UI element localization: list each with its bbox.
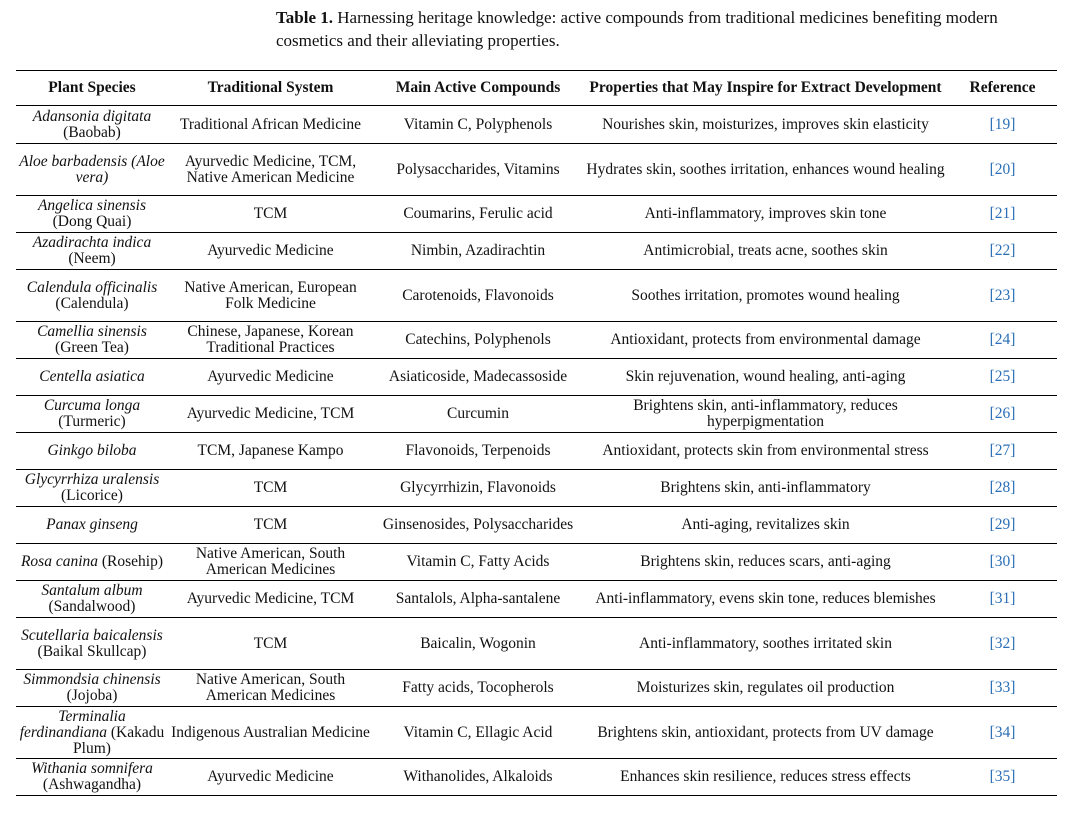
traditional-system-cell: TCM, Japanese Kampo (197, 442, 344, 459)
plant-species-cell (16, 270, 168, 322)
properties-cell: Antioxidant, protects skin from environmental stress (602, 442, 929, 459)
active-compounds-cell: Curcumin (447, 405, 509, 422)
table-body (16, 106, 1057, 796)
table-row (16, 470, 1057, 507)
reference-cell (948, 544, 1057, 581)
active-compounds-cell: Santalols, Alpha-santalene (395, 590, 561, 607)
active-compounds-cell: Fatty acids, Tocopherols (402, 679, 554, 696)
reference-link[interactable]: [21] (989, 205, 1016, 222)
plant-common-name: (Kakadu Plum) (73, 723, 165, 757)
active-compounds-cell: Nimbin, Azadirachtin (410, 242, 546, 259)
reference-cell (948, 759, 1057, 796)
reference-link[interactable]: [29] (989, 516, 1016, 533)
plant-common-name: (Neem) (68, 250, 116, 267)
reference-link[interactable]: [31] (989, 590, 1016, 607)
plant-common-name: (Calendula) (55, 294, 129, 312)
traditional-system-cell: TCM (253, 634, 288, 652)
properties-cell: Antioxidant, protects from environmental damage (610, 331, 921, 348)
active-compounds-cell: Withanolides, Alkaloids (403, 768, 553, 785)
plant-common-name: (Baikal Skullcap) (37, 642, 147, 660)
plant-species-name: Rosa canina (20, 553, 99, 570)
compounds-table (16, 70, 1057, 796)
reference-link[interactable]: [32] (989, 634, 1016, 652)
reference-cell (948, 233, 1057, 270)
plant-species-name: Glycyrrhiza uralensis (24, 471, 160, 488)
reference-link[interactable]: [27] (989, 442, 1016, 459)
reference-cell (948, 359, 1057, 396)
table-row (16, 196, 1057, 233)
reference-cell (948, 144, 1057, 196)
active-compounds-cell: Vitamin C, Ellagic Acid (403, 723, 553, 741)
table-caption-text: Harnessing heritage knowledge: active compounds from traditional medicines benefiting modern cosmetics and their alleviating properties. (276, 8, 998, 50)
traditional-system-cell: TCM (253, 205, 288, 222)
properties-cell: Brightens skin, anti-inflammatory (660, 479, 871, 496)
traditional-system-cell: Ayurvedic Medicine, TCM, Native American Medicine (184, 152, 357, 186)
traditional-system-cell: Traditional African Medicine (179, 115, 362, 133)
reference-link[interactable]: [33] (989, 679, 1016, 696)
plant-species-cell (16, 759, 168, 796)
plant-species-cell (16, 433, 168, 470)
plant-common-name: (Dong Quai) (52, 213, 132, 230)
reference-link[interactable]: [30] (989, 553, 1016, 570)
plant-species-cell (16, 359, 168, 396)
reference-link[interactable]: [22] (989, 242, 1016, 259)
active-compounds-cell: Asiaticoside, Madecassoside (388, 368, 568, 385)
active-compounds-cell: Glycyrrhizin, Flavonoids (400, 479, 556, 496)
traditional-system-cell: Ayurvedic Medicine, TCM (186, 405, 355, 422)
table-row (16, 322, 1057, 359)
plant-species-name: Panax ginseng (46, 516, 138, 533)
reference-cell (948, 196, 1057, 233)
table-row (16, 144, 1057, 196)
properties-cell: Nourishes skin, moisturizes, improves skin elasticity (602, 115, 929, 133)
plant-species-cell (16, 544, 168, 581)
plant-species-cell (16, 106, 168, 144)
reference-link[interactable]: [24] (989, 331, 1016, 348)
reference-cell (948, 106, 1057, 144)
plant-species-name: Angelica sinensis (37, 197, 147, 214)
reference-link[interactable]: [19] (989, 115, 1016, 133)
plant-species-cell (16, 396, 168, 433)
reference-cell (948, 618, 1057, 670)
plant-species-name: Santalum album (41, 582, 143, 599)
table-row (16, 544, 1057, 581)
plant-common-name: (Ashwagandha) (42, 776, 142, 793)
plant-species-cell (16, 581, 168, 618)
active-compounds-cell: Catechins, Polyphenols (405, 331, 551, 348)
reference-cell (948, 433, 1057, 470)
plant-common-name: (Aloe vera) (75, 152, 165, 186)
column-header-properties: Properties that May Inspire for Extract Development (589, 79, 942, 96)
traditional-system-cell: Native American, South American Medicines (195, 671, 346, 704)
table-row (16, 396, 1057, 433)
plant-species-cell (16, 618, 168, 670)
active-compounds-cell: Vitamin C, Polyphenols (403, 115, 553, 133)
traditional-system-cell: Ayurvedic Medicine (207, 768, 334, 785)
table-row (16, 759, 1057, 796)
traditional-system-cell: Chinese, Japanese, Korean Traditional Practices (187, 323, 354, 356)
active-compounds-cell: Baicalin, Wogonin (420, 634, 536, 652)
active-compounds-cell: Carotenoids, Flavonoids (402, 286, 554, 304)
traditional-system-cell: TCM (253, 479, 288, 496)
plant-species-name: Withania somnifera (31, 760, 153, 777)
active-compounds-cell: Vitamin C, Fatty Acids (406, 553, 550, 570)
reference-link[interactable]: [20] (989, 160, 1016, 178)
reference-link[interactable]: [35] (989, 768, 1016, 785)
plant-species-cell (16, 322, 168, 359)
reference-cell (948, 581, 1057, 618)
traditional-system-cell: Ayurvedic Medicine, TCM (186, 590, 355, 607)
properties-cell: Hydrates skin, soothes irritation, enhances wound healing (586, 160, 945, 178)
table-row (16, 581, 1057, 618)
active-compounds-cell: Coumarins, Ferulic acid (403, 205, 553, 222)
plant-common-name: (Licorice) (61, 487, 123, 504)
table-row (16, 507, 1057, 544)
plant-species-cell (16, 470, 168, 507)
properties-cell: Soothes irritation, promotes wound healing (631, 286, 900, 304)
active-compounds-cell: Ginsenosides, Polysaccharides (382, 516, 574, 533)
plant-species-name: Ginkgo biloba (47, 442, 137, 459)
traditional-system-cell: Native American, South American Medicines (195, 545, 346, 578)
plant-species-cell (16, 507, 168, 544)
reference-cell (948, 470, 1057, 507)
column-header-main-active-compounds: Main Active Compounds (395, 79, 561, 96)
plant-common-name: (Sandalwood) (48, 598, 136, 615)
plant-common-name: (Rosehip) (101, 553, 164, 570)
reference-link[interactable]: [28] (989, 479, 1016, 496)
properties-cell: Anti-inflammatory, evens skin tone, reduces blemishes (595, 590, 936, 607)
plant-species-cell (16, 233, 168, 270)
table-row (16, 270, 1057, 322)
plant-common-name: (Jojoba) (66, 687, 118, 704)
traditional-system-cell: Indigenous Australian Medicine (171, 723, 370, 741)
properties-cell: Moisturizes skin, regulates oil production (636, 679, 895, 696)
table-header-row (16, 71, 1057, 106)
plant-common-name: (Baobab) (63, 123, 121, 141)
properties-cell: Skin rejuvenation, wound healing, anti-aging (625, 368, 906, 385)
plant-species-cell (16, 196, 168, 233)
reference-cell (948, 507, 1057, 544)
plant-common-name: (Green Tea) (55, 339, 129, 356)
properties-cell: Anti-inflammatory, improves skin tone (644, 205, 887, 222)
properties-cell: Brightens skin, reduces scars, anti-aging (640, 553, 891, 570)
reference-cell (948, 670, 1057, 707)
plant-species-name: Adansonia digitata (32, 107, 152, 125)
reference-cell (948, 707, 1057, 759)
table-row (16, 433, 1057, 470)
plant-species-name: Calendula officinalis (26, 278, 158, 296)
properties-cell: Antimicrobial, treats acne, soothes skin (643, 242, 888, 259)
plant-species-name: Simmondsia chinensis (23, 671, 161, 688)
reference-link[interactable]: [25] (989, 368, 1016, 385)
properties-cell: Enhances skin resilience, reduces stress effects (620, 768, 911, 785)
column-header-reference: Reference (969, 79, 1036, 96)
reference-link[interactable]: [23] (989, 286, 1016, 304)
plant-species-cell (16, 707, 168, 759)
plant-species-cell (16, 144, 168, 196)
table-row (16, 233, 1057, 270)
reference-cell (948, 396, 1057, 433)
plant-species-name: Centella asiatica (39, 368, 145, 385)
reference-link[interactable]: [26] (989, 405, 1016, 422)
plant-species-name: Aloe barbadensis (19, 152, 128, 170)
plant-species-cell (16, 670, 168, 707)
plant-common-name: (Turmeric) (58, 413, 126, 430)
table-caption-label: Table 1. (276, 8, 334, 27)
traditional-system-cell: Ayurvedic Medicine (207, 242, 334, 259)
plant-species-name: Azadirachta indica (32, 234, 152, 251)
plant-species-name: Scutellaria baicalensis (21, 626, 163, 644)
column-header-plant-species: Plant Species (48, 79, 136, 96)
properties-cell: Anti-inflammatory, soothes irritated skin (639, 634, 892, 652)
active-compounds-cell: Flavonoids, Terpenoids (405, 442, 551, 459)
column-header-traditional-system: Traditional System (207, 79, 334, 96)
table-row (16, 106, 1057, 144)
table-row (16, 707, 1057, 759)
reference-cell (948, 322, 1057, 359)
table-row (16, 618, 1057, 670)
table-caption (276, 6, 1066, 52)
traditional-system-cell: TCM (253, 516, 288, 533)
active-compounds-cell: Polysaccharides, Vitamins (396, 160, 560, 178)
properties-cell: Brightens skin, antioxidant, protects from UV damage (597, 723, 934, 741)
plant-species-name: Camellia sinensis (37, 323, 147, 340)
properties-cell: Anti-aging, revitalizes skin (681, 516, 850, 533)
traditional-system-cell: Native American, European Folk Medicine (184, 278, 357, 312)
traditional-system-cell: Ayurvedic Medicine (207, 368, 334, 385)
plant-species-name: Terminalia ferdinandiana (19, 707, 126, 741)
properties-cell: Brightens skin, anti-inflammatory, reduces hyperpigmentation (633, 397, 898, 430)
table-row (16, 670, 1057, 707)
reference-cell (948, 270, 1057, 322)
table-row (16, 359, 1057, 396)
plant-species-name: Curcuma longa (43, 397, 141, 414)
reference-link[interactable]: [34] (989, 723, 1016, 741)
